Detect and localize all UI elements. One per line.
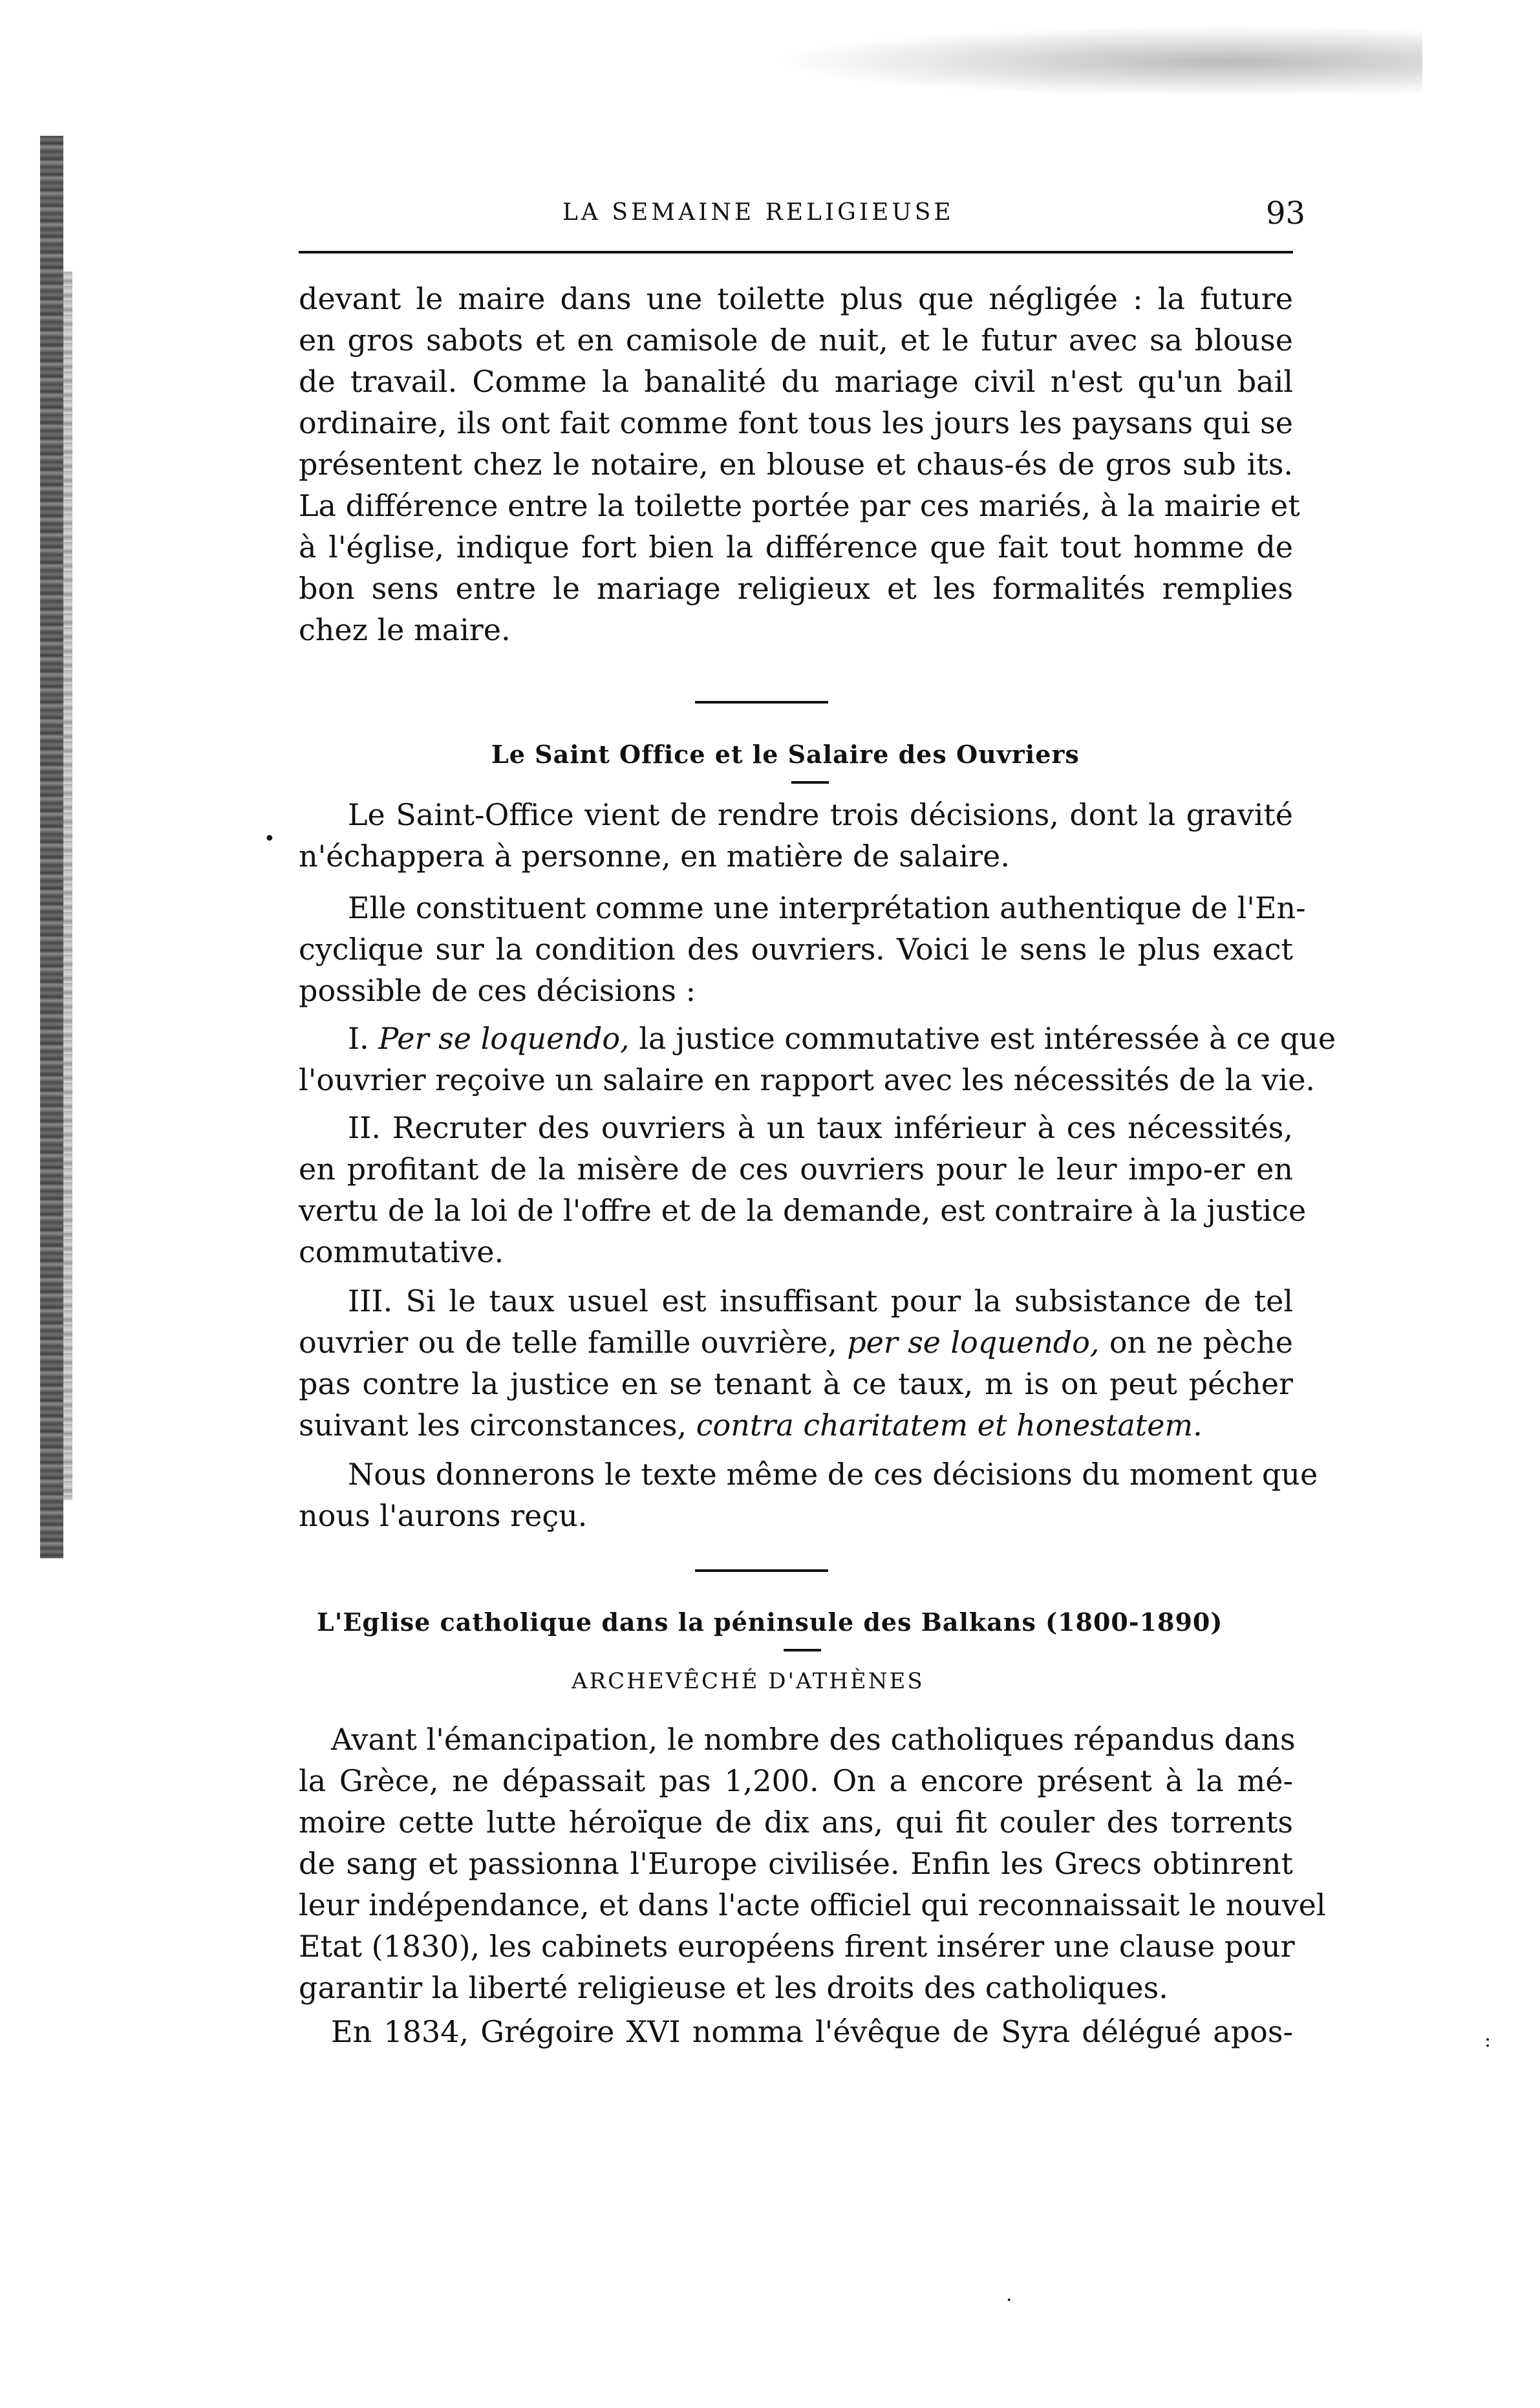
line-text: suivant les circonstances, xyxy=(299,1408,687,1443)
decision-2 xyxy=(299,1107,1307,1273)
text-line xyxy=(299,1322,1293,1363)
text-line: chez le maire. xyxy=(299,612,511,647)
decision-1 xyxy=(299,1018,1336,1101)
section-separator xyxy=(695,1569,828,1572)
text-line: en profitant de la misère de ces ouvriers pour le leur impo-er en xyxy=(299,1152,1293,1187)
section1-paragraph-2 xyxy=(299,887,1306,1011)
text-line: III. Si le taux usuel est insuffisant pour la subsistance de tel xyxy=(348,1284,1293,1318)
text-line: Etat (1830), les cabinets européens firent insérer une clause pour xyxy=(299,1929,1295,1964)
section-title: L'Eglise catholique dans la péninsule des Balkans (1800-1890) xyxy=(317,1607,1223,1637)
line-text: ouvrier ou de telle famille ouvrière, xyxy=(299,1325,837,1360)
text-line: nous l'aurons reçu. xyxy=(299,1498,588,1533)
text-line: Avant l'émancipation, le nombre des catholiques répandus dans xyxy=(331,1722,1296,1757)
scan-stain xyxy=(776,26,1422,97)
text-line: l'ouvrier reçoive un salaire en rapport avec les nécessités de la vie. xyxy=(299,1062,1316,1097)
section-subtitle: ARCHEVÊCHÉ D'ATHÈNES xyxy=(572,1668,925,1694)
text-line: de sang et passionna l'Europe civilisée. Enfin les Grecs obtinrent xyxy=(299,1846,1293,1881)
binding-edge-texture xyxy=(63,272,72,1500)
header-rule xyxy=(299,251,1293,253)
page-number: 93 xyxy=(1266,195,1306,231)
italic-phrase: contra charitatem et honestatem. xyxy=(696,1408,1203,1443)
italic-phrase: per se loquendo, xyxy=(847,1325,1100,1360)
line-text: on ne pèche xyxy=(1109,1325,1294,1360)
section1-paragraph-1 xyxy=(299,794,1293,877)
intro-paragraph xyxy=(299,278,1300,650)
margin-mark: • xyxy=(264,828,275,850)
text-line: Le Saint-Office vient de rendre trois décisions, dont la gravité xyxy=(348,797,1293,832)
text-line: Elle constituent comme une interprétation authentique de l'En- xyxy=(348,890,1306,925)
text-line: vertu de la loi de l'offre et de la demande, est contraire à la justice xyxy=(299,1193,1307,1228)
text-line: garantir la liberté religieuse et les droits des catholiques. xyxy=(299,1970,1168,2005)
section-separator xyxy=(695,701,828,704)
text-line: commutative. xyxy=(299,1234,504,1269)
text-line: devant le maire dans une toilette plus que négligée : la future xyxy=(299,281,1293,316)
margin-mark: : xyxy=(1484,2029,1492,2052)
text-line: II. Recruter des ouvriers à un taux inférieur à ces nécessités, xyxy=(348,1110,1293,1145)
text-line: leur indépendance, et dans l'acte officiel qui reconnaissait le nouvel xyxy=(299,1887,1326,1922)
text-line: n'échappera à personne, en matière de salaire. xyxy=(299,839,1010,874)
text-line: moire cette lutte héroïque de dix ans, qui fit couler des torrents xyxy=(299,1805,1293,1840)
title-dash xyxy=(791,781,829,784)
text-line: pas contre la justice en se tenant à ce taux, m is on peut pécher xyxy=(299,1366,1293,1401)
text-line: à l'église, indique fort bien la différence que fait tout homme de xyxy=(299,530,1293,564)
margin-mark: · xyxy=(1006,2289,1012,2312)
running-title: LA SEMAINE RELIGIEUSE xyxy=(562,199,954,226)
text-line: possible de ces décisions : xyxy=(299,973,696,1008)
text-line: Nous donnerons le texte même de ces décisions du moment que xyxy=(348,1457,1318,1492)
numeral: I. xyxy=(348,1021,369,1056)
text-line: cyclique sur la condition des ouvriers. Voici le sens le plus exact xyxy=(299,932,1293,967)
decision-3 xyxy=(299,1280,1293,1446)
binding-edge-shadow xyxy=(40,136,63,1558)
section1-closing xyxy=(299,1454,1318,1536)
text-line: en gros sabots et en camisole de nuit, et le futur avec sa blouse xyxy=(299,323,1293,358)
section2-paragraph-2 xyxy=(299,2011,1293,2052)
text-line: de travail. Comme la banalité du mariage civil n'est qu'un bail xyxy=(299,364,1293,399)
title-dash xyxy=(784,1649,821,1651)
text-line: bon sens entre le mariage religieux et les formalités remplies xyxy=(299,571,1293,606)
text-line xyxy=(299,1018,1336,1059)
text-line: présentent chez le notaire, en blouse et chaus-és de gros sub its. xyxy=(299,447,1293,482)
text-line: la Grèce, ne dépassait pas 1,200. On a encore présent à la mé- xyxy=(299,1763,1293,1798)
line-text: la justice commutative est intéressée à ce que xyxy=(639,1021,1336,1056)
text-line: La différence entre la toilette portée par ces mariés, à la mairie et xyxy=(299,488,1300,523)
italic-phrase: Per se loquendo, xyxy=(378,1021,630,1056)
text-line xyxy=(299,1404,1293,1446)
text-line: En 1834, Grégoire XVI nomma l'évêque de Syra délégué apos- xyxy=(331,2014,1293,2049)
section-title: Le Saint Office et le Salaire des Ouvriers xyxy=(491,740,1080,769)
text-line: ordinaire, ils ont fait comme font tous les jours les paysans qui se xyxy=(299,405,1293,440)
section2-paragraph-1 xyxy=(299,1719,1326,2008)
